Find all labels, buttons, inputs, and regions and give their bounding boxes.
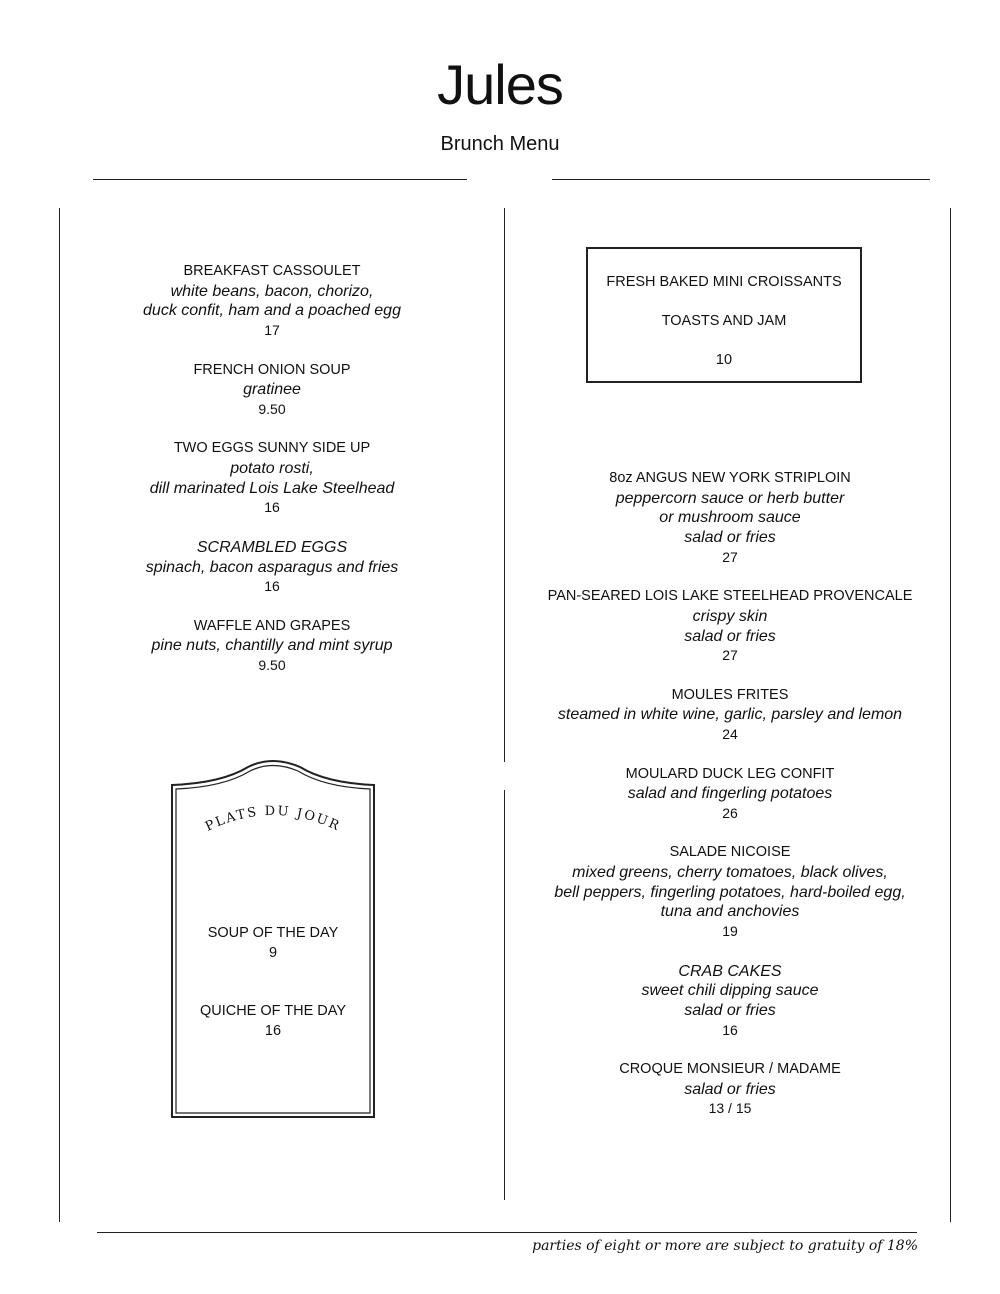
menu-item-name: FRENCH ONION SOUP <box>193 361 351 378</box>
menu-item <box>520 843 940 942</box>
plats-du-jour-item-soup <box>172 923 374 963</box>
croissant-box-price: 10 <box>715 352 733 368</box>
menu-item-description: salad or fries <box>684 1001 776 1019</box>
menu-item-name: WAFFLE AND GRAPES <box>193 617 351 634</box>
menu-item-price: 9.50 <box>258 657 286 673</box>
menu-item-description: duck confit, ham and a poached egg <box>143 302 401 320</box>
menu-item-price: 16 <box>722 1021 738 1038</box>
menu-item <box>520 469 940 568</box>
menu-item-description: tuna and anchovies <box>660 903 800 921</box>
menu-item-name: MOULES FRITES <box>671 686 789 703</box>
menu-item-name: 8oz ANGUS NEW YORK STRIPLOIN <box>609 470 851 486</box>
center-divider-lower <box>504 790 505 1200</box>
menu-item <box>520 587 940 666</box>
menu-item <box>60 538 484 597</box>
menu-item-description: peppercorn sauce or herb butter <box>615 489 845 507</box>
menu-item-description: gratinee <box>243 381 301 399</box>
menu-item-name: CRAB CAKES <box>678 962 782 980</box>
croissant-box <box>586 247 862 383</box>
menu-item-description: crispy skin <box>692 607 768 625</box>
plats-du-jour-item-price: 16 <box>264 1023 282 1039</box>
gratuity-note: parties of eight or more are subject to gratuity of 18% <box>532 1238 918 1254</box>
croissant-box-line1: FRESH BAKED MINI CROISSANTS <box>606 274 842 290</box>
menu-item-description: steamed in white wine, garlic, parsley and lemon <box>557 706 903 724</box>
menu-item-price: 26 <box>722 804 738 821</box>
menu-item-description: sweet chili dipping sauce <box>641 982 819 1000</box>
right-border-line <box>950 208 951 1222</box>
menu-item <box>520 765 940 824</box>
menu-item-price: 27 <box>722 548 738 565</box>
menu-item-price: 16 <box>264 499 280 516</box>
menu-item-price: 27 <box>722 647 738 664</box>
menu-item-price: 17 <box>264 322 280 339</box>
menu-item-description: pine nuts, chantilly and mint syrup <box>151 637 393 655</box>
menu-item-description: salad or fries <box>684 1080 776 1098</box>
menu-item-description: bell peppers, fingerling potatoes, hard-boiled egg, <box>554 883 906 901</box>
plats-du-jour-item-name: QUICHE OF THE DAY <box>199 1003 347 1019</box>
footer-divider <box>97 1232 917 1233</box>
page-title: Jules <box>437 53 563 116</box>
menu-item-price: 13 / 15 <box>708 1100 752 1117</box>
menu-item-name: MOULARD DUCK LEG CONFIT <box>625 765 835 782</box>
header-divider-left <box>93 179 467 180</box>
menu-item <box>60 262 484 341</box>
croissant-box-line2: TOASTS AND JAM <box>661 313 787 329</box>
menu-item <box>60 361 484 420</box>
menu-item-description: salad or fries <box>684 627 776 645</box>
menu-item-description: salad or fries <box>684 529 776 547</box>
plats-du-jour-item-name: SOUP OF THE DAY <box>207 925 339 941</box>
menu-item-price: 19 <box>722 923 738 940</box>
menu-item-description: dill marinated Lois Lake Steelhead <box>149 479 395 497</box>
menu-item-name: CROQUE MONSIEUR / MADAME <box>619 1061 841 1077</box>
plats-du-jour-item-price: 9 <box>268 945 278 961</box>
menu-item-description: potato rosti, <box>230 460 314 477</box>
menu-item-name: SALADE NICOISE <box>669 844 791 861</box>
plats-du-jour-item-quiche <box>172 1001 374 1041</box>
menu-item-name: PAN-SEARED LOIS LAKE STEELHEAD PROVENCALE <box>547 588 913 605</box>
menu-item-price: 16 <box>264 578 280 595</box>
menu-item-name: BREAKFAST CASSOULET <box>183 263 361 279</box>
menu-item <box>60 617 484 676</box>
menu-item-name: SCRAMBLED EGGS <box>196 538 348 556</box>
right-menu-column <box>520 469 940 1139</box>
menu-item-description: or mushroom sauce <box>659 509 801 527</box>
menu-item-description: salad and fingerling potatoes <box>627 785 833 803</box>
menu-item <box>520 962 940 1041</box>
header-divider-right <box>552 179 930 180</box>
menu-item-description: mixed greens, cherry tomatoes, black olives, <box>572 864 888 881</box>
menu-item-description: spinach, bacon asparagus and fries <box>145 558 399 576</box>
center-divider-upper <box>504 208 505 762</box>
menu-item <box>60 439 484 518</box>
menu-item <box>520 686 940 745</box>
page-subtitle: Brunch Menu <box>440 133 560 155</box>
menu-item-name: TWO EGGS SUNNY SIDE UP <box>173 440 371 457</box>
menu-item-price: 24 <box>722 726 738 743</box>
plats-du-jour-heading: PLATS DU JOUR <box>203 803 343 835</box>
menu-item-description: white beans, bacon, chorizo, <box>170 282 374 300</box>
left-menu-column <box>60 262 484 695</box>
menu-item <box>520 1060 940 1119</box>
menu-item-price: 9.50 <box>258 400 286 417</box>
